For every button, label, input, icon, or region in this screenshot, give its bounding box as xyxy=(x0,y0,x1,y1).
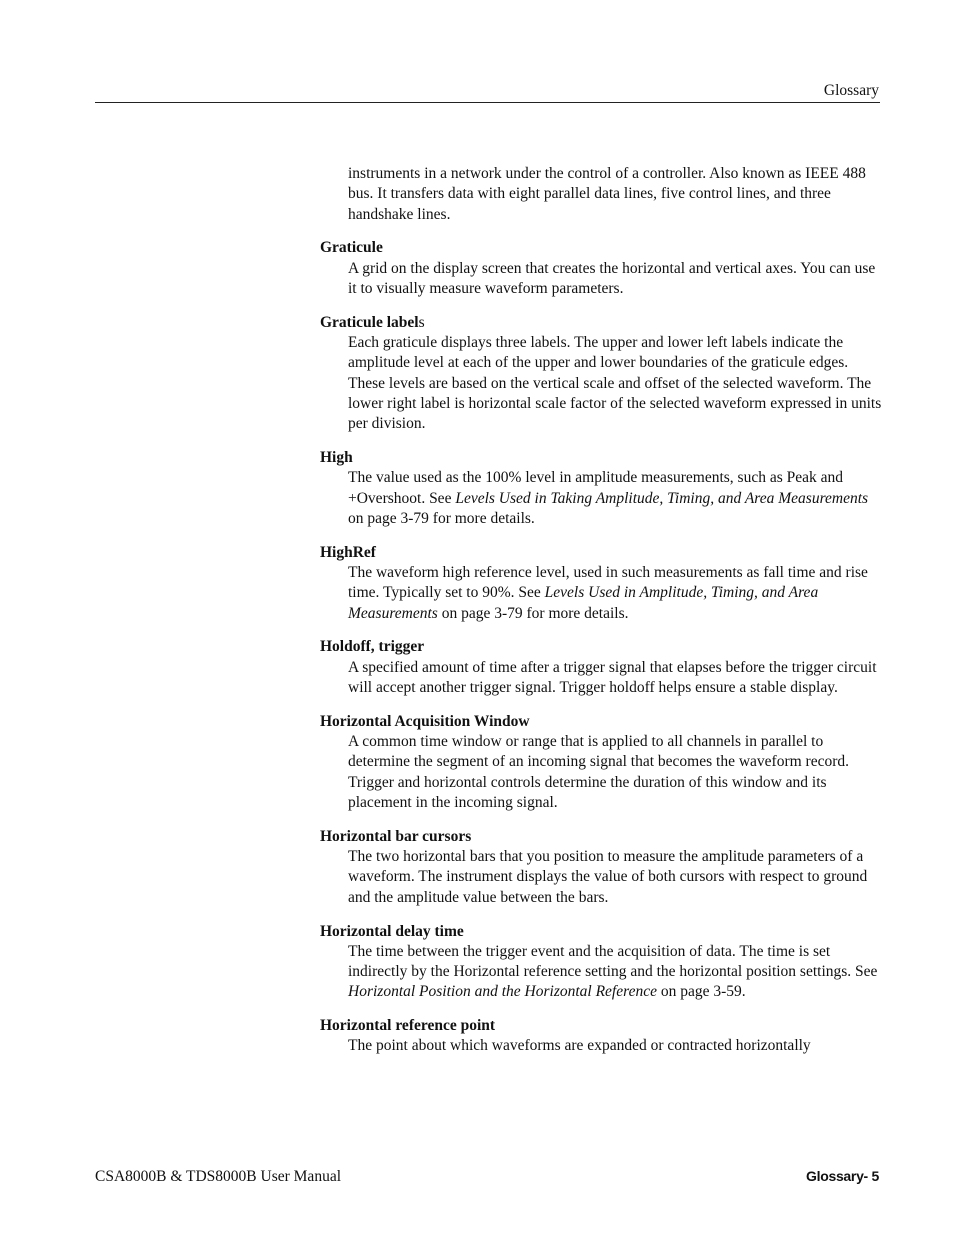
footer-manual-title: CSA8000B & TDS8000B User Manual xyxy=(95,1168,342,1185)
header-divider xyxy=(95,102,880,103)
glossary-definition xyxy=(348,333,885,434)
glossary-term-text: Horizontal reference point xyxy=(320,1017,496,1035)
glossary-term xyxy=(320,313,885,333)
definition-text: The two horizontal bars that you position to measure the amplitude parameters of a waveform. The instrument displays the value of both cursors with respect to ground and the amplitude value between the bars. xyxy=(348,848,868,906)
glossary-term xyxy=(320,712,885,732)
glossary-term xyxy=(320,637,885,657)
glossary-term-text: Horizontal bar cursors xyxy=(320,827,472,845)
glossary-term xyxy=(320,543,885,563)
glossary-entry xyxy=(320,712,885,813)
glossary-definition xyxy=(348,259,885,300)
glossary-term-text: HighRef xyxy=(320,543,376,561)
definition-text: The waveform high reference level, used in such measurements as fall time and rise time. Typically set to 90%. See xyxy=(348,564,868,602)
continued-definition: instruments in a network under the control of a controller. Also known as IEEE 488 bus. It transfers data with eight parallel data lines, five control lines, and three handshake lines. xyxy=(348,165,866,223)
glossary-entry xyxy=(320,1016,885,1057)
glossary-term xyxy=(320,238,885,258)
glossary-content xyxy=(320,164,885,1057)
definition-text: A specified amount of time after a trigger signal that elapses before the trigger circuit will accept another trigger signal. Trigger holdoff helps ensure a stable display. xyxy=(348,658,877,697)
glossary-definition xyxy=(348,563,885,624)
glossary-term-text: Graticule label xyxy=(320,313,419,331)
glossary-term xyxy=(320,1016,885,1036)
glossary-entries xyxy=(320,238,885,1056)
glossary-entry xyxy=(320,448,885,529)
glossary-term xyxy=(320,922,885,942)
glossary-entry xyxy=(320,313,885,435)
glossary-entry xyxy=(320,827,885,908)
glossary-definition xyxy=(348,1036,885,1056)
glossary-definition xyxy=(348,658,885,699)
definition-text: The point about which waveforms are expanded or contracted horizontally xyxy=(348,1037,811,1055)
footer-page-number: Glossary- 5 xyxy=(806,1168,879,1184)
cross-reference-title: Levels Used in Amplitude, Timing, and Area Measurements xyxy=(348,584,819,622)
glossary-definition xyxy=(348,847,885,908)
glossary-term-text: High xyxy=(320,449,353,467)
running-header: Glossary xyxy=(823,82,879,99)
glossary-term xyxy=(320,827,885,847)
definition-text: on page 3-79 for more details. xyxy=(348,509,535,527)
cross-reference-title: Horizontal Position and the Horizontal Reference xyxy=(348,983,657,1001)
glossary-term-text: Horizontal Acquisition Window xyxy=(320,712,530,730)
definition-text: on page 3-59. xyxy=(656,983,746,1001)
definition-text: The value used as the 100% level in amplitude measurements, such as Peak and +Overshoot. See xyxy=(348,469,843,507)
glossary-definition xyxy=(348,468,885,529)
glossary-entry xyxy=(320,543,885,624)
definition-text: Each graticule displays three labels. The upper and lower left labels indicate the amplitude level at each of the upper and lower boundaries of the graticule edges. These levels are based on the vertical scale and offset of the selected waveform. The lower right label is horizontal scale factor of the selected waveform expressed in units per division. xyxy=(348,334,882,433)
glossary-term-text: Graticule xyxy=(320,239,383,257)
glossary-definition xyxy=(348,942,885,1003)
definition-text: A grid on the display screen that creates the horizontal and vertical axes. You can use it to visually measure waveform parameters. xyxy=(348,259,876,297)
definition-text: on page 3-79 for more details. xyxy=(437,604,629,622)
glossary-definition xyxy=(348,732,885,813)
glossary-entry xyxy=(320,922,885,1003)
glossary-entry xyxy=(320,637,885,698)
glossary-term-text: Holdoff, trigger xyxy=(320,638,425,656)
definition-text: The time between the trigger event and the acquisition of data. The time is set indirectly by the Horizontal reference setting and the horizontal position settings. See xyxy=(348,942,878,981)
glossary-term xyxy=(320,448,885,468)
glossary-term-text: Horizontal delay time xyxy=(320,922,464,940)
glossary-entry xyxy=(320,238,885,299)
definition-text: A common time window or range that is applied to all channels in parallel to determine the segment of an incoming signal that becomes the waveform record. Trigger and horizontal controls determine the duration of this window and its placement in the incoming signal. xyxy=(348,733,849,812)
cross-reference-title: Levels Used in Taking Amplitude, Timing, and Area Measurements xyxy=(455,489,869,507)
glossary-term-tail: s xyxy=(418,313,425,331)
